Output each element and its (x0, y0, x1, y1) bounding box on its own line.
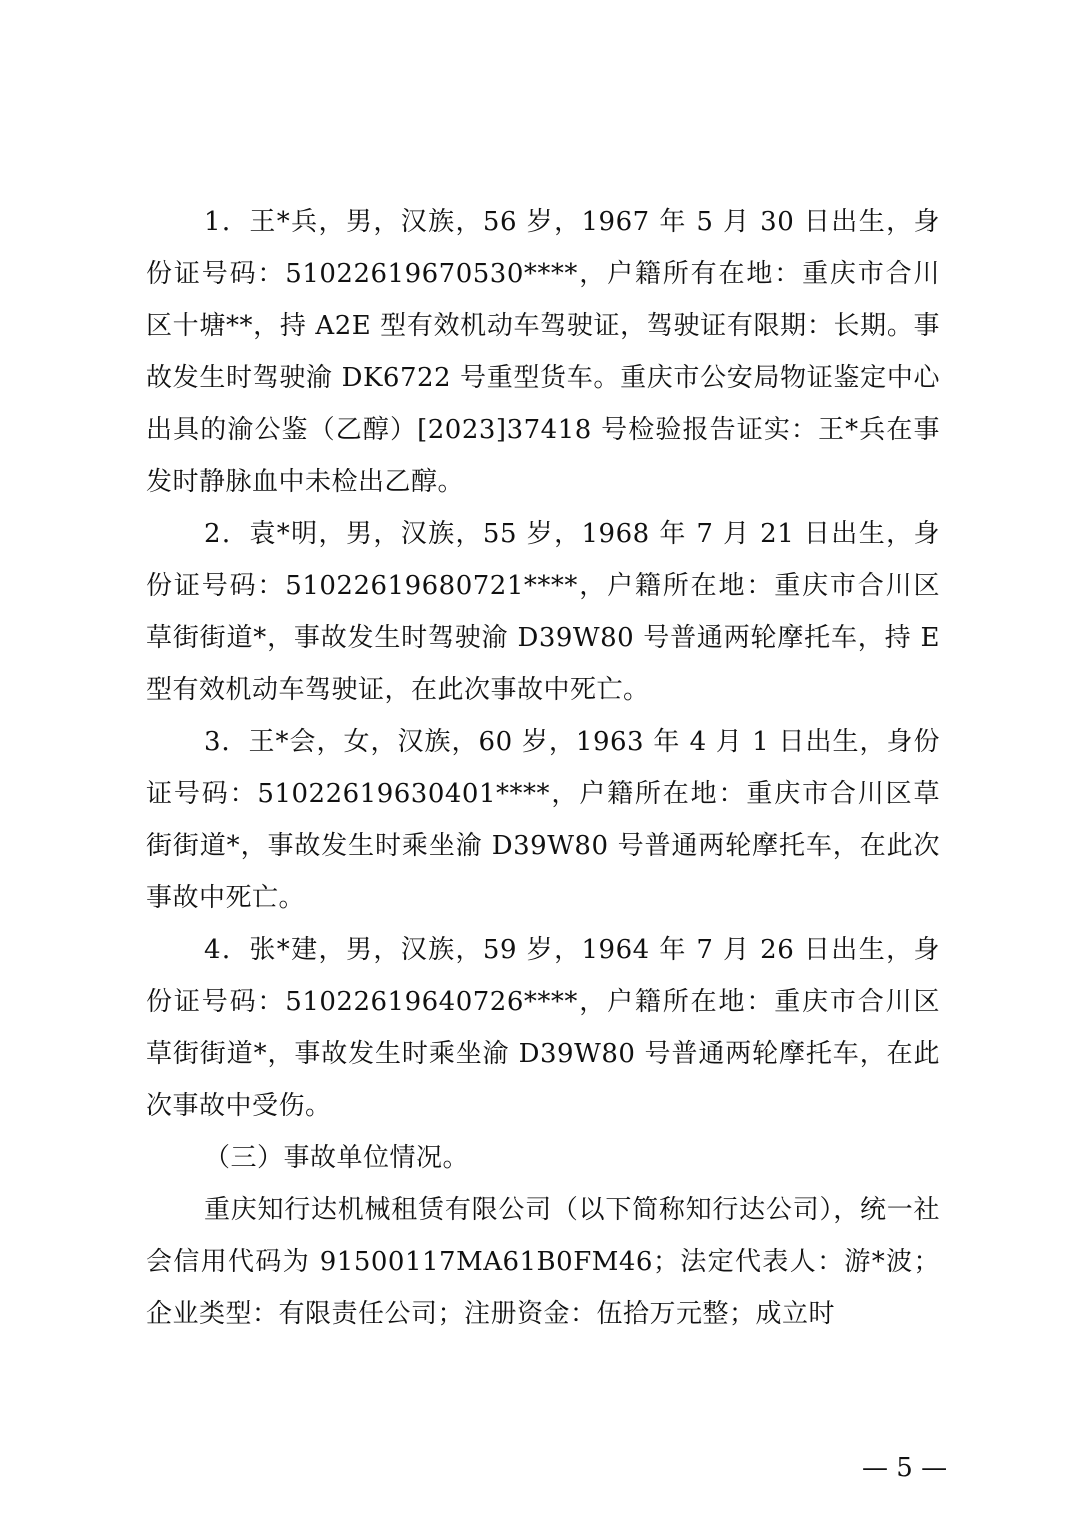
paragraph-rider-yuan: 2．袁*明，男，汉族，55 岁，1968 年 7 月 21 日出生，身份证号码：51022619680721****，户籍所在地：重庆市合川区草街街道*，事故发生时驾驶渝 D39W80 号普通两轮摩托车，持 E 型有效机动车驾驶证，在此次事故中死亡。 (146, 519, 940, 705)
paragraph-passenger-wang: 3．王*会，女，汉族，60 岁，1963 年 4 月 1 日出生，身份证号码：51022619630401****，户籍所在地：重庆市合川区草街街道*，事故发生时乘坐渝 D39W80 号普通两轮摩托车，在此次事故中死亡。 (146, 727, 940, 913)
section-heading: （三）事故单位情况。 (204, 1143, 470, 1173)
paragraph-company-info: 重庆知行达机械租赁有限公司（以下简称知行达公司），统一社会信用代码为 91500117MA61B0FM46；法定代表人：游*波；企业类型：有限责任公司；注册资金：伍拾万元整；成立时 (146, 1195, 940, 1329)
page-number: — 5 — (862, 1453, 948, 1483)
document-body (146, 196, 940, 1340)
paragraph-passenger-zhang: 4．张*建，男，汉族，59 岁，1964 年 7 月 26 日出生，身份证号码：51022619640726****，户籍所在地：重庆市合川区草街街道*，事故发生时乘坐渝 D39W80 号普通两轮摩托车，在此次事故中受伤。 (146, 935, 940, 1121)
paragraph-driver-wang: 1．王*兵，男，汉族，56 岁，1967 年 5 月 30 日出生，身份证号码：51022619670530****，户籍所有在地：重庆市合川区十塘**，持 A2E 型有效机动车驾驶证，驾驶证有限期：长期。事故发生时驾驶渝 DK6722 号重型货车。重庆市公安局物证鉴定中心出具的渝公鉴（乙醇）[2023]37418 号检验报告证实：王*兵在事发时静脉血中未检出乙醇。 (146, 207, 940, 497)
